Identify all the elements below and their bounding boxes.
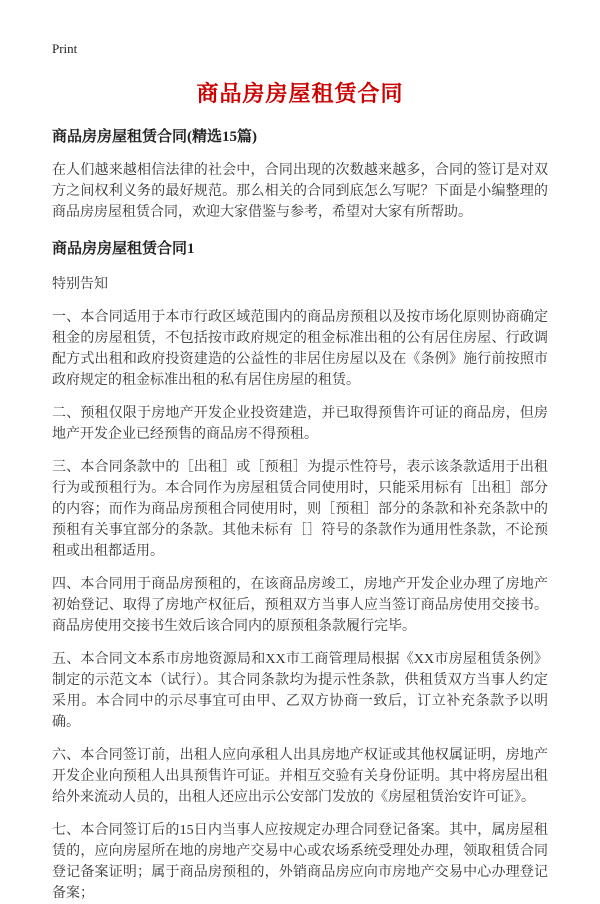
clause-paragraph-6: 六、本合同签订前，出租人应向承租人出具房地产权证或其他权属证明，房地产开发企业向预租人出具预售许可证。并相互交验有关身份证明。其中将房屋出租给外来流动人员的，出租人还应出示公安部门发放的《房屋租赁治安许可证》。 [52, 748, 548, 805]
intro-paragraph: 在人们越来越相信法律的社会中，合同出现的次数越来越多，合同的签订是对双方之间权利义务的最好规范。那么相关的合同到底怎么写呢？下面是小编整理的商品房房屋租赁合同，欢迎大家借鉴与参考，希望对大家有所帮助。 [52, 163, 548, 220]
clause-paragraph-4: 四、本合同用于商品房预租的，在该商品房竣工，房地产开发企业办理了房地产初始登记、取得了房地产权征后，预租双方当事人应当签订商品房使用交接书。商品房使用交接书生效后该合同内的原预租条款履行完毕。 [52, 577, 548, 634]
page-title: 商品房房屋租赁合同 [196, 81, 404, 106]
clause-paragraph-1: 一、本合同适用于本市行政区域范围内的商品房预租以及按市场化原则协商确定租金的房屋租赁，不包括按市政府规定的租金标准出租的公有居住房屋、行政调配方式出租和政府投资建造的公益性的非居住房屋以及在《条例》施行前按照市政府规定的租金标准出租的私有居住房屋的租赁。 [52, 310, 548, 388]
clause-paragraph-5: 五、本合同文本系市房地资源局和XX市工商管理局根据《XX市房屋租赁条例》制定的示范文本（试行）。其合同条款均为提示性条款，供租赁双方当事人约定采用。本合同中的示尽事宜可由甲、乙双方协商一致后，订立补充条款予以明确。 [52, 652, 548, 730]
doc-subtitle: 商品房房屋租赁合同(精选15篇) [52, 129, 257, 145]
print-link[interactable]: Print [52, 41, 78, 56]
clause-paragraph-3: 三、本合同条款中的［出租］或［预租］为提示性符号，表示该条款适用于出租行为或预租行为。本合同作为房屋租赁合同使用时，只能采用标有［出租］部分的内容；而作为商品房预租合同使用时，则［预租］部分的条款和补充条款中的预租有关事宜部分的条款。其他未标有［］符号的条款作为通用性条款，不论预租或出租都适用。 [52, 460, 548, 559]
clause-paragraph-7: 七、本合同签订后的15日内当事人应按规定办理合同登记备案。其中，属房屋租赁的，应向房屋所在地的房地产交易中心或农场系统受理处办理，领取租赁合同登记备案证明；属于商品房预租的，外销商品房应向市房地产交易中心办理登记备案； [52, 823, 548, 901]
clause-paragraph-2: 二、预租仅限于房地产开发企业投资建造，并已取得预售许可证的商品房，但房地产开发企业已经预售的商品房不得预租。 [52, 406, 548, 442]
section-heading: 商品房房屋租赁合同1 [52, 241, 195, 257]
notice-heading: 特别告知 [52, 277, 108, 292]
